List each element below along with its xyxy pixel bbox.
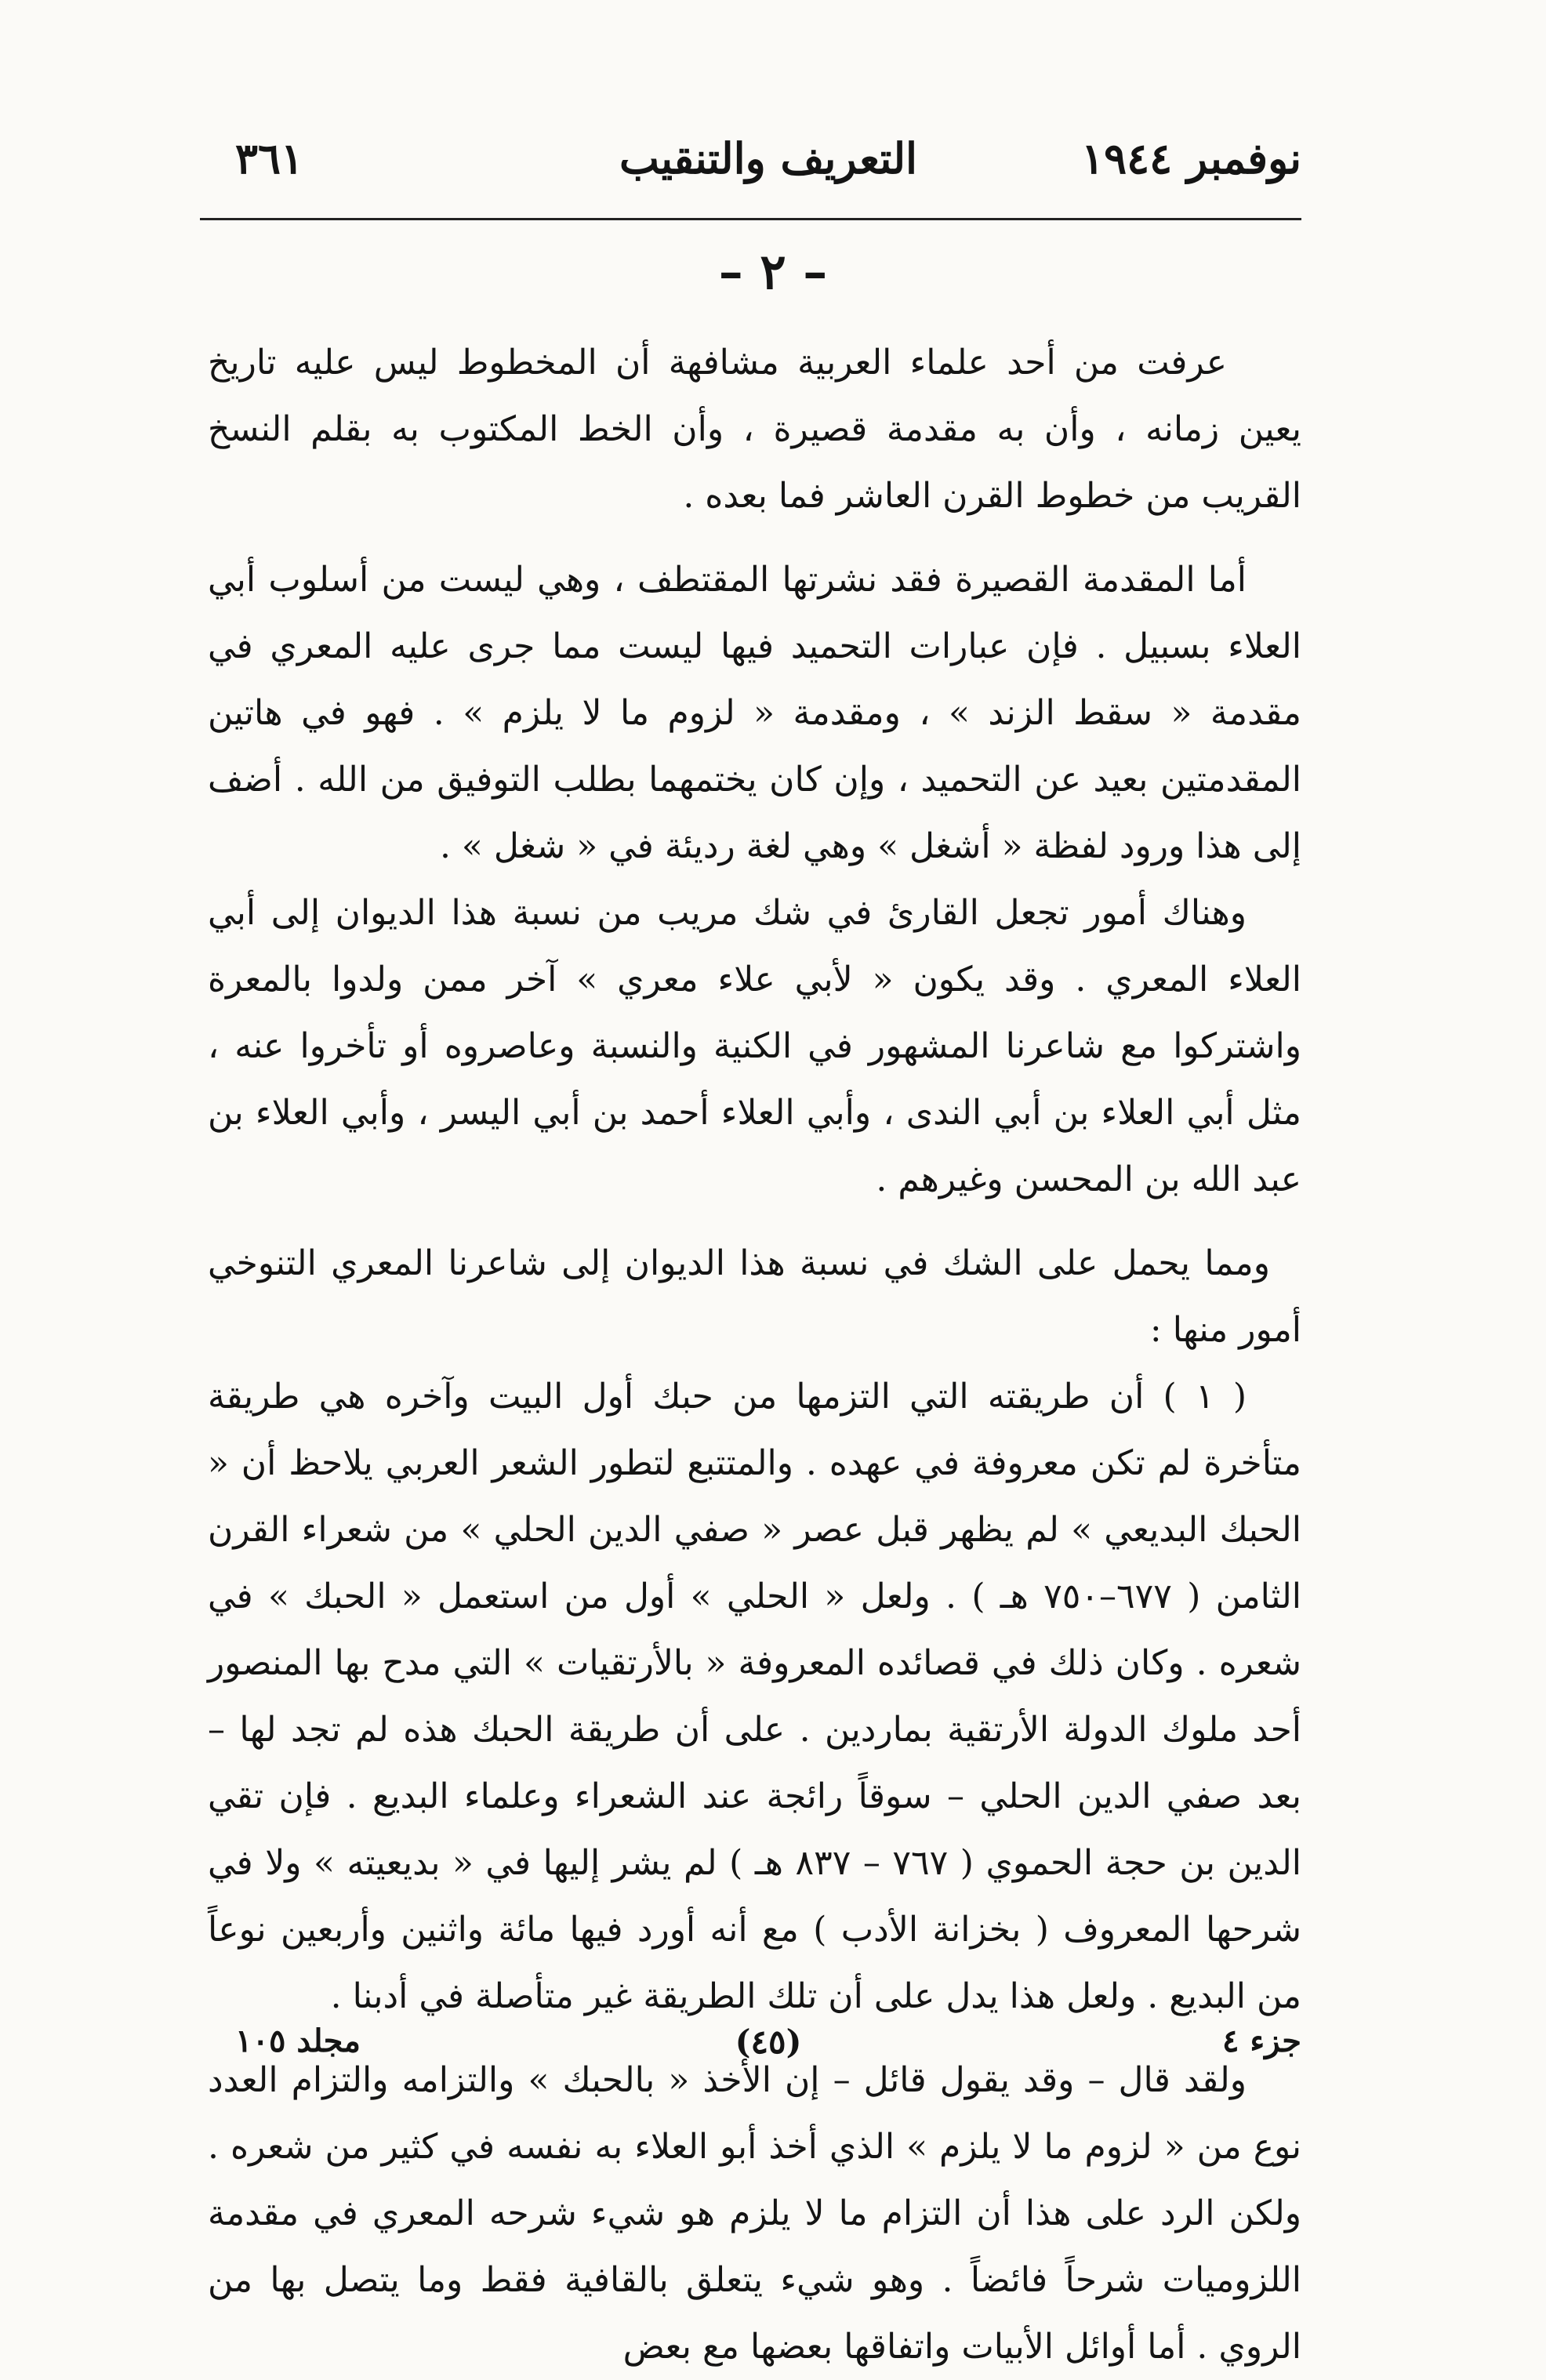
- page-header: [235, 133, 1301, 196]
- header-page-number: ٣٦١: [235, 133, 304, 183]
- header-date: نوفمبر ١٩٤٤: [1081, 133, 1301, 183]
- page-footer: [235, 2023, 1301, 2077]
- footer-part: جزء ٤: [1221, 2023, 1301, 2059]
- paragraph: عرفت من أحد علماء العربية مشافهة أن المخطوط ليس عليه تاريخ يعين زمانه ، وأن به مقدمة قصيرة ، وأن الخط المكتوب به بقلم النسخ القريب من خطوط القرن العاشر فما بعده .: [208, 343, 1301, 516]
- footer-page-code: (٤٥): [735, 2023, 802, 2061]
- paragraph: ولقد قال – وقد يقول قائل – إن الأخذ « بالحبك » والتزامه والتزام العدد نوع من « لزوم ما لا يلزم » الذي أخذ أبو العلاء به نفسه في كثير من شعره . ولكن الرد على هذا أن التزام ما لا يلزم هو شيء شرحه المعري في مقدمة اللزوميات شرحاً فائضاً . وهو شيء يتعلق بالقافية فقط وما يتصل بها من الروي . أما أوائل الأبيات واتفاقها بعضها مع بعض: [208, 2060, 1301, 2367]
- paragraph: وهناك أمور تجعل القارئ في شك مريب من نسبة هذا الديوان إلى أبي العلاء المعري . وقد يكون « لأبي علاء معري » آخر ممن ولدوا بالمعرة واشتركوا مع شاعرنا المشهور في الكنية والنسبة وعاصروه أو تأخروا عنه ، مثل أبي العلاء بن أبي الندى ، وأبي العلاء أحمد بن أبي اليسر ، وأبي العلاء بن عبد الله بن المحسن وغيرهم .: [208, 893, 1301, 1199]
- header-title: التعريف والتنقيب: [619, 133, 918, 183]
- footer-volume: مجلد ١٠٥: [235, 2023, 361, 2059]
- section-number: – ٢ –: [718, 243, 828, 300]
- paragraph: ( ١ ) أن طريقته التي التزمها من حبك أول البيت وآخره هي طريقة متأخرة لم تكن معروفة في عهده . والمتتبع لتطور الشعر العربي يلاحظ أن « الحبك البديعي » لم يظهر قبل عصر « صفي الدين الحلي » من شعراء القرن الثامن ( ٦٧٧–٧٥٠ هـ ) . ولعل « الحلي » أول من استعمل « الحبك » في شعره . وكان ذلك في قصائده المعروفة « بالأرتقيات » التي مدح بها المنصور أحد ملوك الدولة الأرتقية بماردين . على أن طريقة الحبك هذه لم تجد لها – بعد صفي الدين الحلي – سوقاً رائجة عند الشعراء وعلماء البديع . فإن تقي الدين بن حجة الحموي ( ٧٦٧ – ٨٣٧ هـ ) لم يشر إليها في « بديعيته » ولا في شرحها المعروف ( بخزانة الأدب ) مع أنه أورد فيها مائة واثنين وأربعين نوعاً من البديع . ولعل هذا يدل على أن تلك الطريقة غير متأصلة في أدبنا .: [208, 1377, 1302, 2016]
- paragraph: ومما يحمل على الشك في نسبة هذا الديوان إلى شاعرنا المعري التنوخي أمور منها :: [208, 1243, 1301, 1350]
- header-rule: [200, 218, 1301, 220]
- paragraph: أما المقدمة القصيرة فقد نشرتها المقتطف ، وهي ليست من أسلوب أبي العلاء بسبيل . فإن عبارات التحميد فيها ليست مما جرى عليه المعري في مقدمة « سقط الزند » ، ومقدمة « لزوم ما لا يلزم » . فهو في هاتين المقدمتين بعيد عن التحميد ، وإن كان يختمهما بطلب التوفيق من الله . أضف إلى هذا ورود لفظة « أشغل » وهي لغة رديئة في « شغل » .: [208, 560, 1301, 866]
